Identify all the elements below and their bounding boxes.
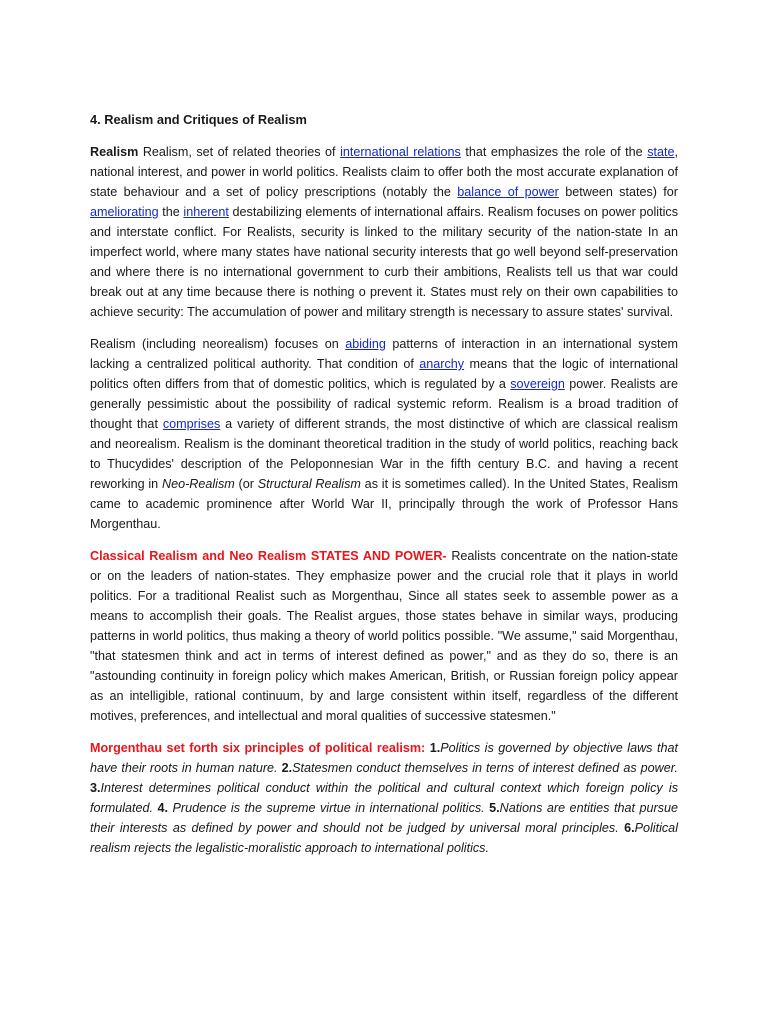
italic-structural-realism: Structural Realism <box>257 477 361 491</box>
principle-text: Political realism rejects the legalistic-moralistic approach to international politics. <box>90 821 678 855</box>
text: as it is sometimes called). In the United States, Realism came to academic prominence after World War II, principally through the work of Professor Hans Morgenthau. <box>90 477 678 531</box>
principle-number: 4. <box>153 801 168 815</box>
text: the <box>158 205 184 219</box>
text: Realism (including neorealism) focuses on <box>90 337 346 351</box>
link-state[interactable]: state <box>647 145 675 159</box>
principle-text: Statesmen conduct themselves in terns of interest defined as power. <box>292 761 678 775</box>
link-inherent[interactable]: inherent <box>183 205 229 219</box>
principle-number: 6. <box>618 821 635 835</box>
link-abiding[interactable]: abiding <box>345 337 386 351</box>
link-balance-of-power[interactable]: balance of power <box>457 185 559 199</box>
text: power. Realists are generally pessimistic about the possibility of radical systemic reform. Realism is a broad tradition of thought that <box>90 377 678 431</box>
link-comprises[interactable]: comprises <box>162 417 221 431</box>
text: (or <box>234 477 258 491</box>
text: , national interest, and power in world politics. Realists claim to offer both the most accurate explanation of state behaviour and a set of policy prescriptions (notably the <box>90 145 678 199</box>
text: destabilizing elements of international affairs. Realism focuses on power politics and interstate conflict. For Realists, security is linked to the military security of the nation-state In an imperfect world, where many states have national security interests that go well beyond self-preservation and where there is no international government to curb their ambitions, Realists tell us that war could break out at any time because there is nothing o prevent it. States must rely on their own capabilities to achieve security: The accumulation of power and military strength is necessary to assure states' survival. <box>90 205 678 319</box>
paragraph-neorealism <box>90 334 678 534</box>
document-page <box>90 110 678 870</box>
principle-number: 5. <box>484 801 500 815</box>
term-realism: Realism <box>90 145 139 159</box>
red-subheading-classical-realism: Classical Realism and Neo Realism STATES AND POWER- <box>90 549 447 563</box>
link-sovereign[interactable]: sovereign <box>510 377 565 391</box>
text: that emphasizes the role of the <box>460 145 648 159</box>
text: between states) for <box>558 185 679 199</box>
paragraph-six-principles <box>90 738 678 858</box>
link-anarchy[interactable]: anarchy <box>419 357 465 371</box>
link-ameliorating[interactable]: ameliorating <box>90 205 159 219</box>
red-subheading-six-principles: Morgenthau set forth six principles of political realism: <box>90 741 426 755</box>
text: a variety of different strands, the most distinctive of which are classical realism and neorealism. Realism is the dominant theoretical tradition in the study of world politics, reaching back to Thucydides' description of the Peloponnesian War in the fifth century B.C. and having a recent reworking in <box>90 417 678 491</box>
paragraph-realism-intro <box>90 142 678 322</box>
principle-number: 2. <box>277 761 293 775</box>
principle-text: Interest determines political conduct within the political and cultural context which foreign policy is formulated. <box>90 781 678 815</box>
text: means that the logic of international politics often differs from that of domestic politics, which is regulated by a <box>90 357 679 391</box>
principle-number: 1. <box>425 741 441 755</box>
principle-number: 3. <box>90 781 101 795</box>
paragraph-states-and-power <box>90 546 678 726</box>
principle-text: Prudence is the supreme virtue in international politics. <box>168 801 485 815</box>
text: Realism, set of related theories of <box>138 145 341 159</box>
section-heading: 4. Realism and Critiques of Realism <box>90 112 307 127</box>
principle-text: Politics is governed by objective laws that have their roots in human nature. <box>90 741 678 775</box>
principle-text: Nations are entities that pursue their interests as defined by power and should not be judged by universal moral principles. <box>90 801 678 835</box>
text: patterns of interaction in an international system lacking a centralized political authority. That condition of <box>90 337 678 371</box>
text: Realists concentrate on the nation-state or on the leaders of nation-states. They emphasize power and the crucial role that it plays in world politics. For a traditional Realist such as Morgenthau, Since all states seek to assemble power as a means to accomplish their goals. The Realist argues, those states behave in similar ways, producing patterns in world politics, thus making a theory of world politics possible. "We assume," said Morgenthau, "that statesmen think and act in terms of interest defined as power," and as they do so, there is an "astounding continuity in foreign policy which makes American, British, or Russian foreign policy appear as an intelligible, rational continuum, by and large consistent within itself, regardless of the different motives, preferences, and intellectual and moral qualities of successive statesmen." <box>90 549 678 723</box>
link-international-relations[interactable]: international relations <box>340 145 461 159</box>
italic-neo-realism: Neo-Realism <box>161 477 235 491</box>
